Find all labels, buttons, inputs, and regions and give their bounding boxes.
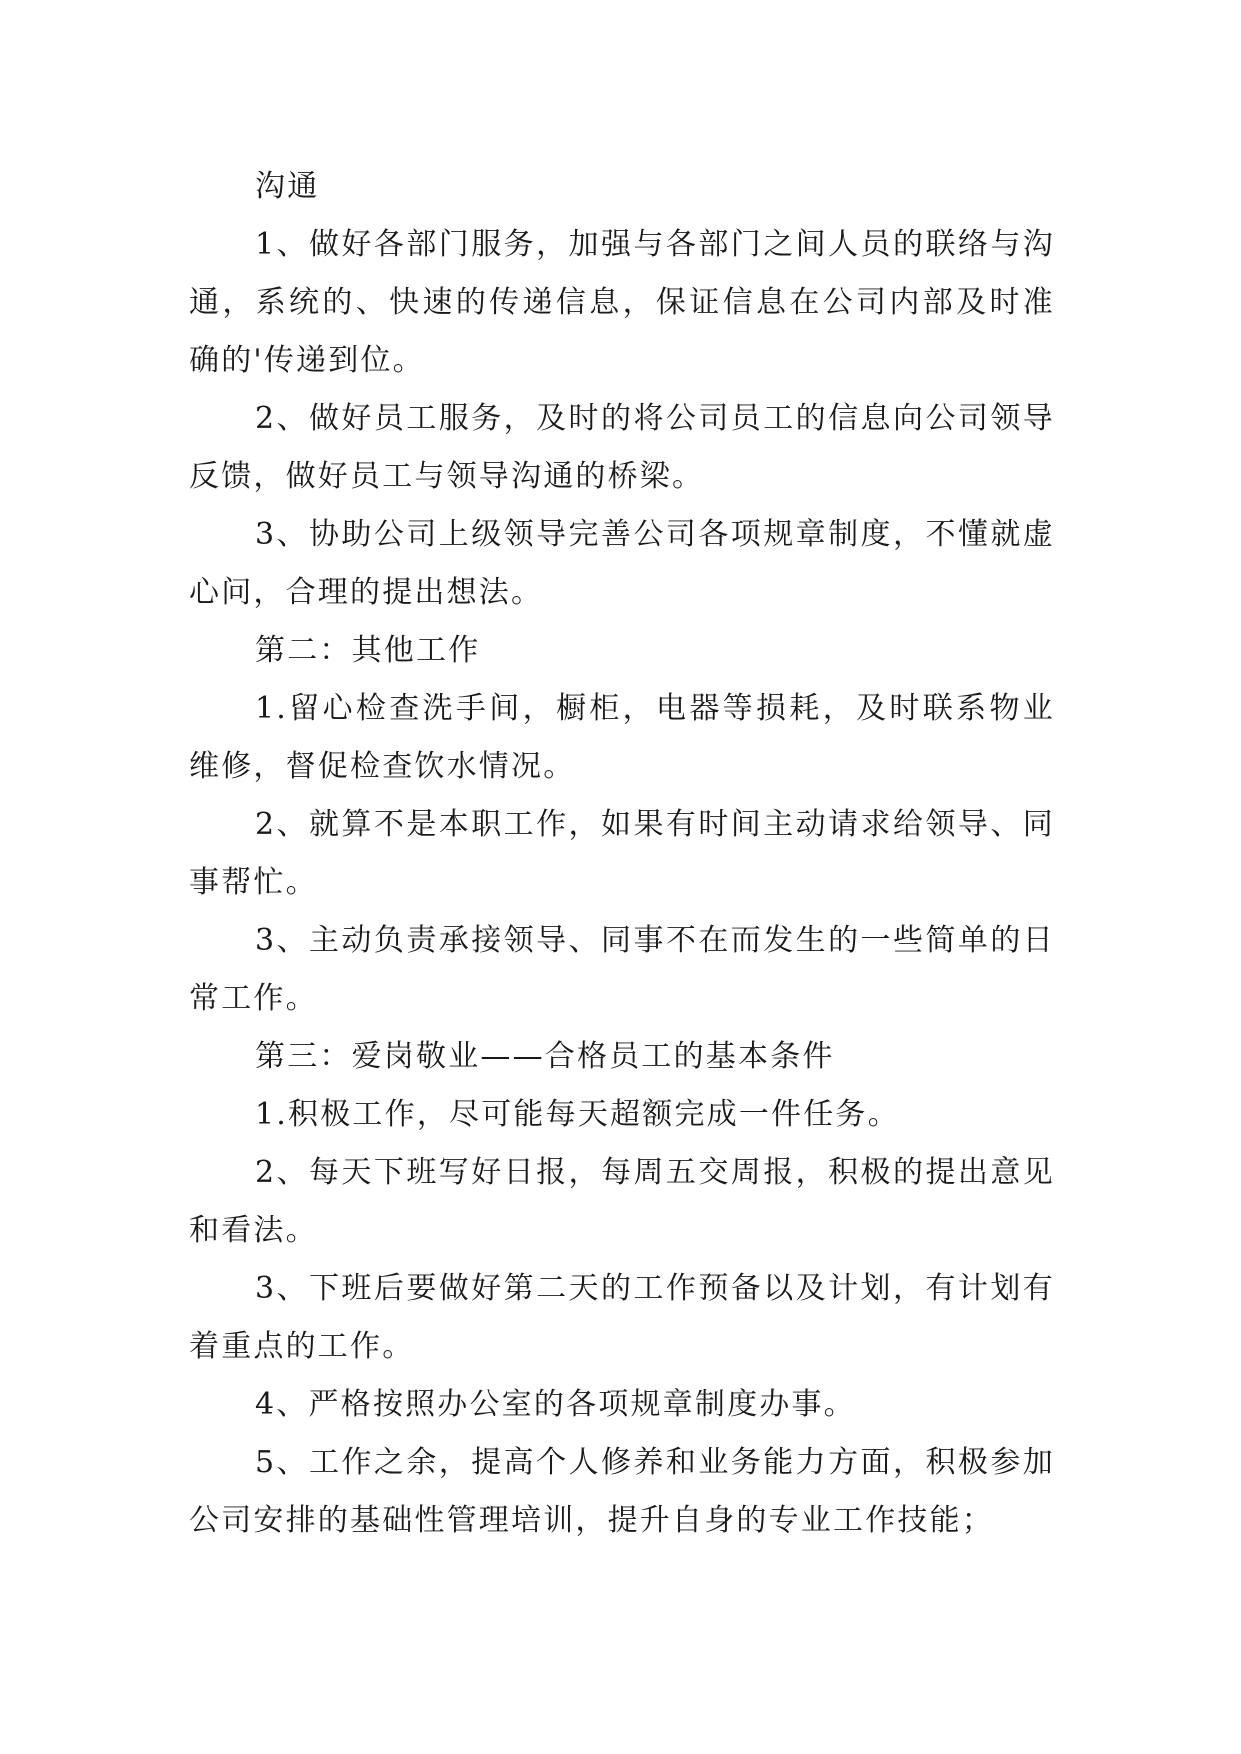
paragraph-item: 2、就算不是本职工作，如果有时间主动请求给领导、同事帮忙。 <box>189 807 1055 900</box>
paragraph-item: 4、严格按照办公室的各项规章制度办事。 <box>255 1387 856 1422</box>
paragraph-item: 3、协助公司上级领导完善公司各项规章制度，不懂就虚心问，合理的提出想法。 <box>189 517 1055 610</box>
paragraph-heading-communication: 沟通 <box>255 169 320 204</box>
paragraph-item: 3、下班后要做好第二天的工作预备以及计划，有计划有着重点的工作。 <box>189 1271 1055 1364</box>
paragraph-item: 1.留心检查洗手间，橱柜，电器等损耗，及时联系物业维修，督促检查饮水情况。 <box>189 691 1055 784</box>
paragraph-item: 1、做好各部门服务，加强与各部门之间人员的联络与沟通，系统的、快速的传递信息，保证信息在公司内部及时准确的'传递到位。 <box>189 227 1055 378</box>
document-body <box>189 158 1055 1550</box>
paragraph-item: 3、主动负责承接领导、同事不在而发生的一些简单的日常工作。 <box>189 923 1055 1016</box>
paragraph-item: 1.积极工作，尽可能每天超额完成一件任务。 <box>255 1097 900 1132</box>
paragraph-item: 2、做好员工服务，及时的将公司员工的信息向公司领导反馈，做好员工与领导沟通的桥梁。 <box>189 401 1055 494</box>
section-heading-other-work: 第二：其他工作 <box>255 633 481 668</box>
paragraph-item: 5、工作之余，提高个人修养和业务能力方面，积极参加公司安排的基础性管理培训，提升自身的专业工作技能； <box>189 1445 1055 1538</box>
section-heading-dedication: 第三：爱岗敬业——合格员工的基本条件 <box>255 1039 835 1074</box>
paragraph-item: 2、每天下班写好日报，每周五交周报，积极的提出意见和看法。 <box>189 1155 1055 1248</box>
